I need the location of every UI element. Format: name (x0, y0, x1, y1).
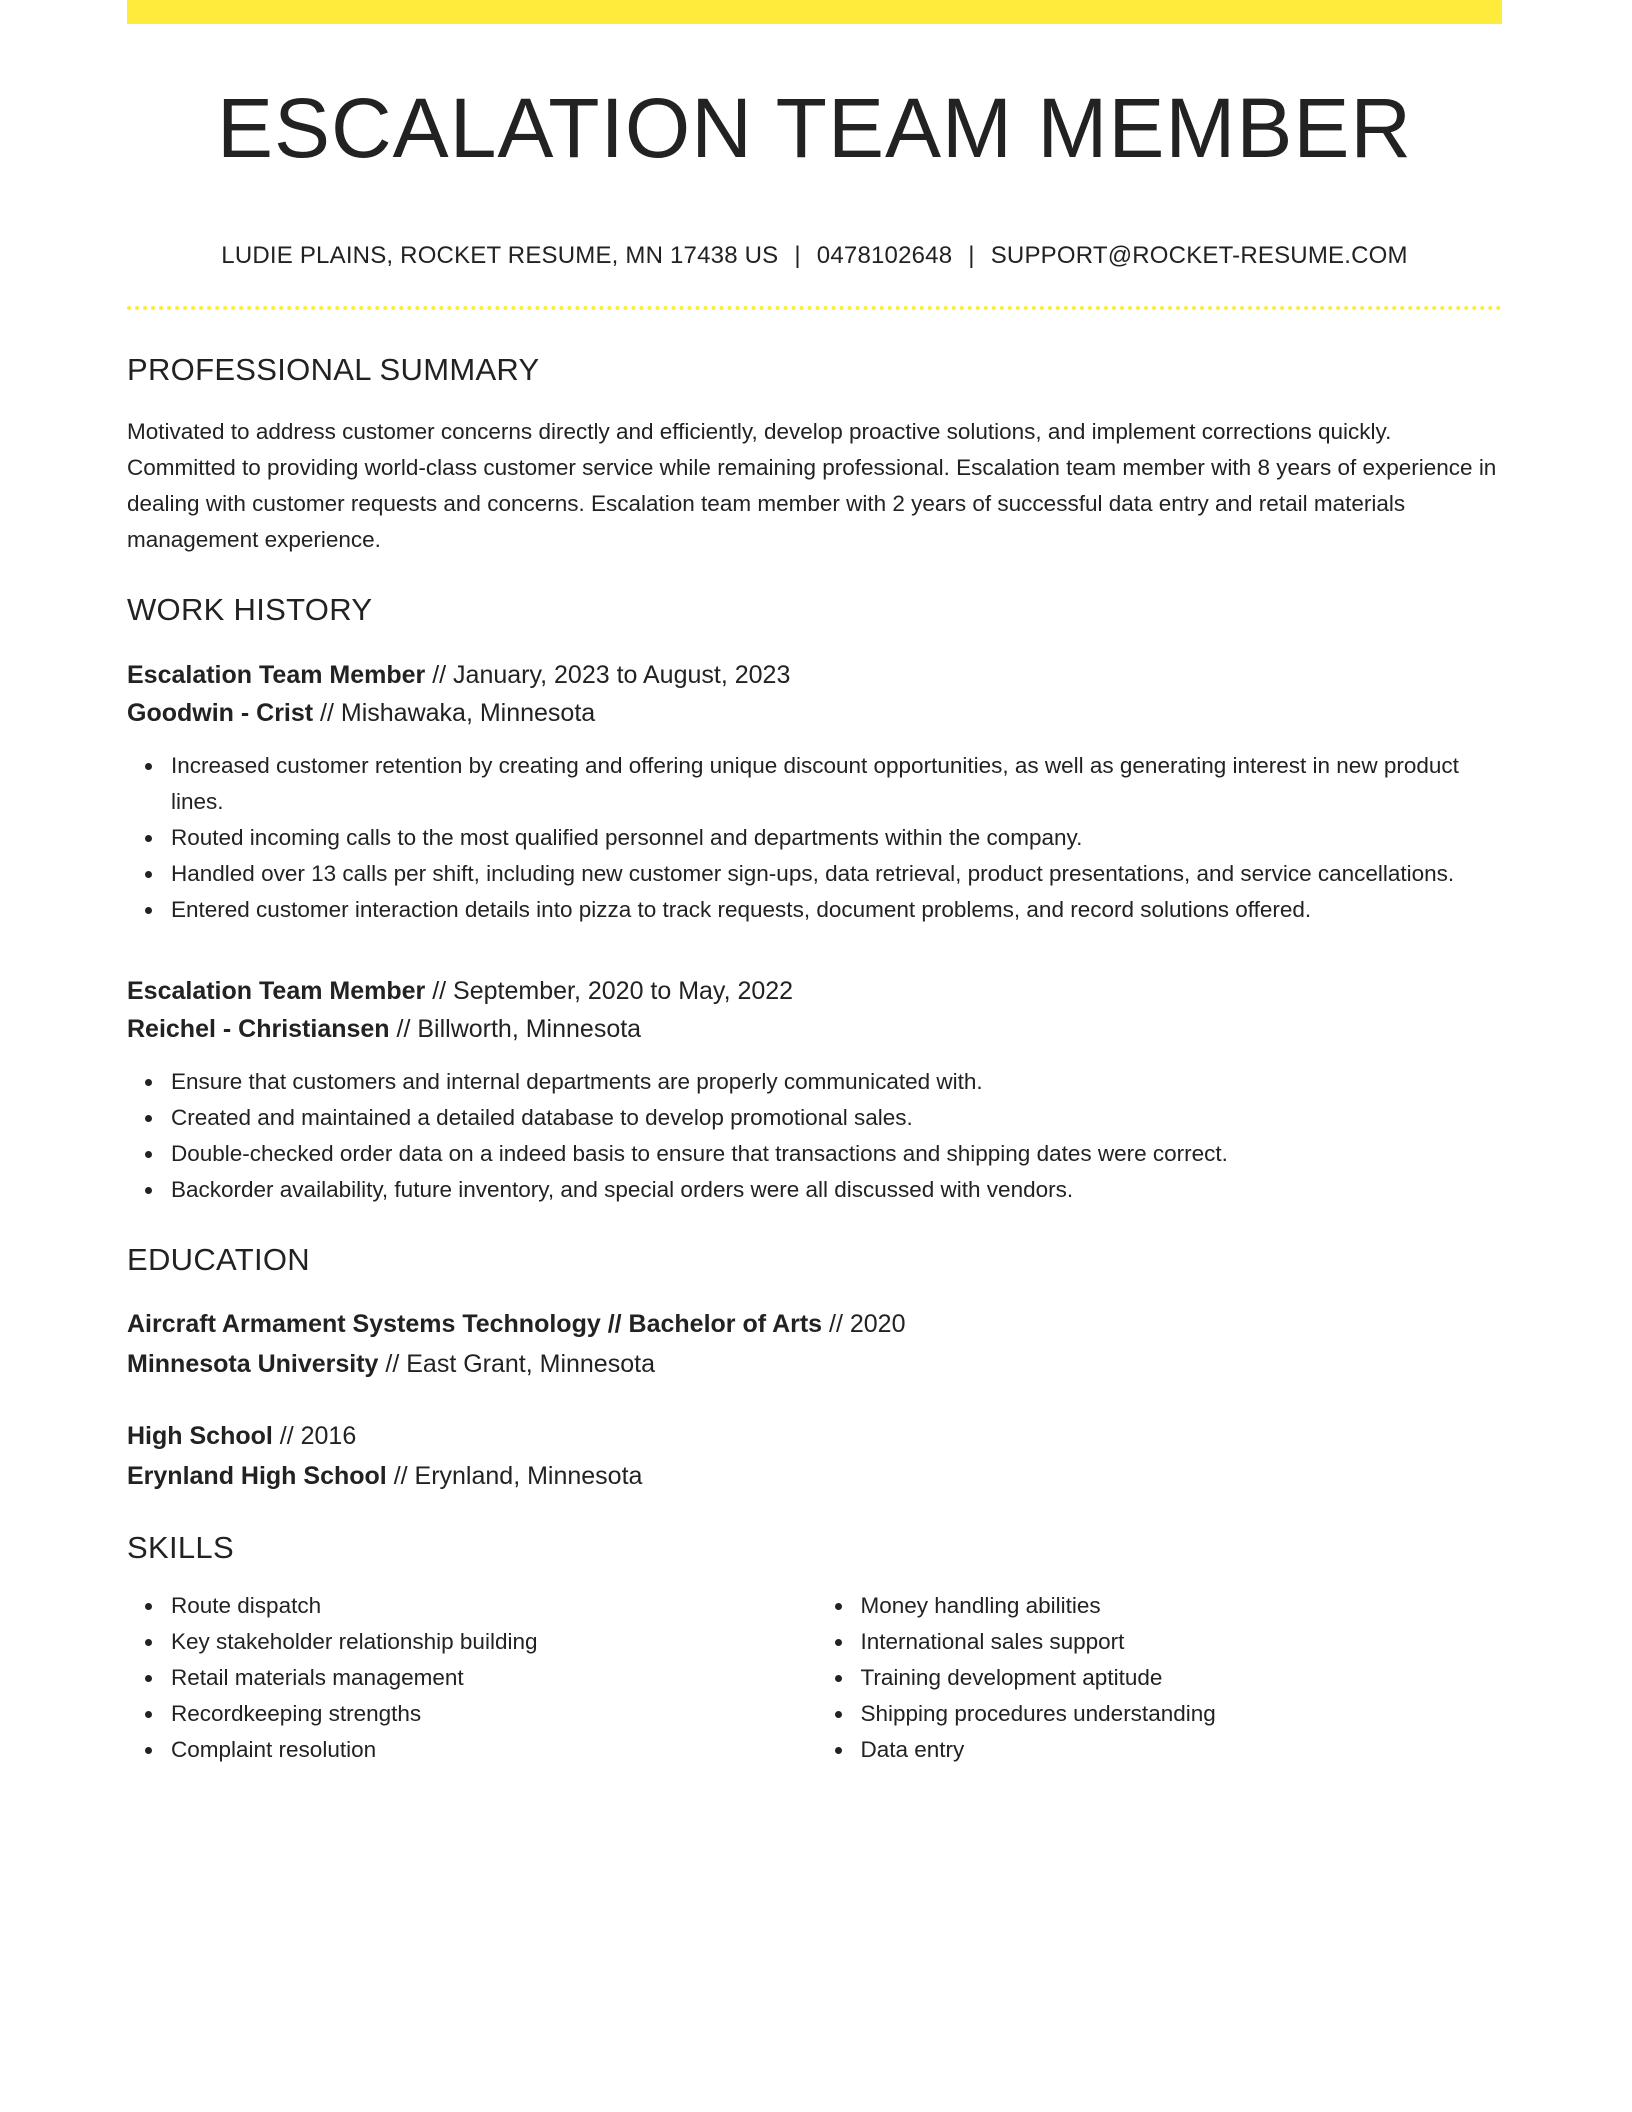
contact-separator: | (794, 242, 801, 269)
job-entry (127, 972, 1502, 1208)
job-bullet: Created and maintained a detailed database to develop promotional sales. (171, 1100, 1502, 1136)
education-school-line (127, 1456, 1502, 1496)
education-year: // 2020 (822, 1310, 906, 1338)
contact-address: LUDIE PLAINS, ROCKET RESUME, MN 17438 US (221, 242, 779, 269)
section-title-skills: SKILLS (127, 1530, 234, 1565)
section-title-work-history: WORK HISTORY (127, 592, 373, 627)
skill-item: Retail materials management (171, 1660, 815, 1696)
job-title-line (127, 972, 1502, 1010)
resume-page (127, 0, 1502, 1768)
job-bullet-list (127, 748, 1502, 928)
job-bullet-list (127, 1064, 1502, 1208)
job-role: Escalation Team Member (127, 977, 426, 1005)
contact-phone: 0478102648 (816, 242, 953, 269)
section-title-education: EDUCATION (127, 1242, 310, 1277)
education-school: Erynland High School (127, 1462, 387, 1490)
skill-item: Money handling abilities (861, 1588, 1503, 1624)
job-location: // Billworth, Minnesota (389, 1015, 642, 1043)
education-school: Minnesota University (127, 1350, 379, 1378)
education-entry (127, 1416, 1502, 1496)
education-degree-line (127, 1416, 1502, 1456)
education-location: // Erynland, Minnesota (386, 1462, 643, 1490)
job-dates: // September, 2020 to May, 2022 (425, 977, 794, 1005)
skill-item: Route dispatch (171, 1588, 815, 1624)
skill-item: Complaint resolution (171, 1732, 815, 1768)
section-title-summary: PROFESSIONAL SUMMARY (127, 352, 540, 387)
education-degree: High School (127, 1422, 273, 1450)
skill-item: International sales support (861, 1624, 1503, 1660)
job-company: Reichel - Christiansen (127, 1015, 390, 1043)
accent-bar (127, 0, 1502, 24)
summary-text: Motivated to address customer concerns directly and efficiently, develop proactive solutions, and implement corrections quickly. Committed to providing world-class customer service while remaining professional. Escalation team member with 8 years of experience in dealing with customer requests and concerns. Escalation team member with 2 years of successful data entry and retail materials management experience. (127, 419, 1497, 552)
education-year: // 2016 (272, 1422, 357, 1450)
candidate-name: ESCALATION TEAM MEMBER (216, 81, 1413, 175)
contact-email: SUPPORT@ROCKET-RESUME.COM (990, 242, 1408, 269)
job-bullet: Ensure that customers and internal departments are properly communicated with. (171, 1064, 1502, 1100)
education-degree: Aircraft Armament Systems Technology // Bachelor of Arts (127, 1310, 823, 1338)
job-bullet: Increased customer retention by creating and offering unique discount opportunities, as well as generating interest in new product lines. (171, 748, 1502, 820)
job-entry (127, 656, 1502, 928)
job-company: Goodwin - Crist (127, 699, 314, 727)
education-school-line (127, 1344, 1502, 1384)
skills-list-left (127, 1588, 815, 1768)
contact-line (127, 242, 1502, 270)
job-bullet: Routed incoming calls to the most qualified personnel and departments within the company. (171, 820, 1502, 856)
job-title-line (127, 656, 1502, 694)
job-role: Escalation Team Member (127, 661, 426, 689)
skills-list-right (815, 1588, 1503, 1768)
skill-item: Shipping procedures understanding (861, 1696, 1503, 1732)
contact-separator: | (968, 242, 975, 269)
skills-columns (127, 1588, 1502, 1768)
job-bullet: Double-checked order data on a indeed basis to ensure that transactions and shipping dates were correct. (171, 1136, 1502, 1172)
dotted-divider (127, 306, 1502, 310)
job-bullet: Entered customer interaction details into pizza to track requests, document problems, and record solutions offered. (171, 892, 1502, 928)
skill-item: Key stakeholder relationship building (171, 1624, 815, 1660)
job-location: // Mishawaka, Minnesota (313, 699, 596, 727)
job-company-line (127, 694, 1502, 732)
education-location: // East Grant, Minnesota (378, 1350, 655, 1378)
skill-item: Training development aptitude (861, 1660, 1503, 1696)
skill-item: Data entry (861, 1732, 1503, 1768)
job-dates: // January, 2023 to August, 2023 (425, 661, 791, 689)
education-entry (127, 1304, 1502, 1384)
education-degree-line (127, 1304, 1502, 1344)
job-bullet: Handled over 13 calls per shift, including new customer sign-ups, data retrieval, product presentations, and service cancellations. (171, 856, 1502, 892)
job-bullet: Backorder availability, future inventory, and special orders were all discussed with vendors. (171, 1172, 1502, 1208)
skill-item: Recordkeeping strengths (171, 1696, 815, 1732)
job-company-line (127, 1010, 1502, 1048)
